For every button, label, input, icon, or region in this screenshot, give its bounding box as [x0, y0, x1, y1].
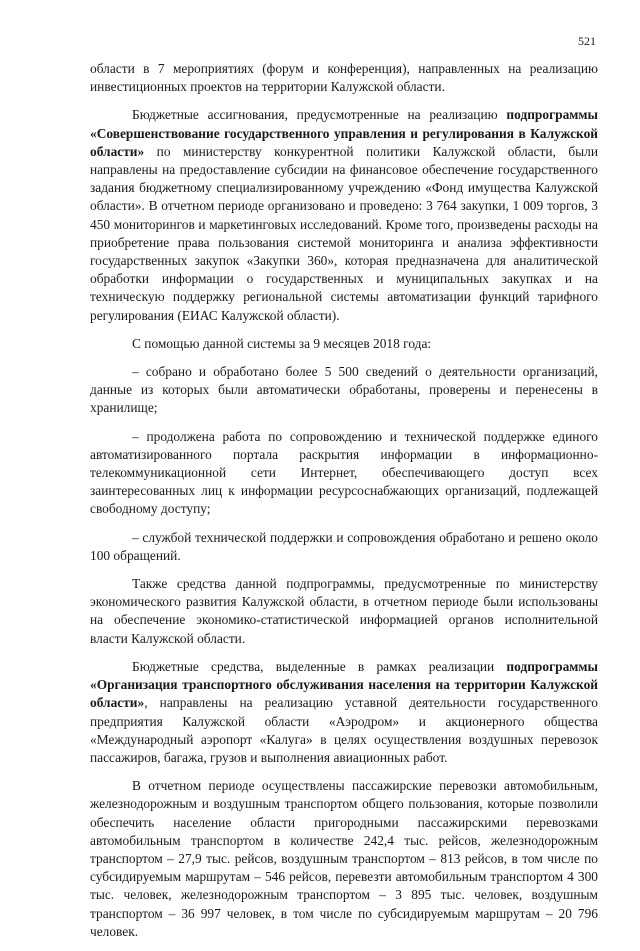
text-run: – продолжена работа по сопровождению и технической поддержке единого автоматизированного портала раскрытия информации в информационно-телекоммуникационной сети Интернет, обеспечивающего доступ всех заинтересованных лиц к информации ресурсоснабжающих организаций, подлежащей свободному доступу;: [90, 428, 598, 517]
list-item: [90, 529, 598, 565]
subprogram-title: подпрограммы «Совершенствование государственного управления и регулирования в Калужской области»: [90, 107, 598, 159]
subprogram-title: подпрограммы «Организация транспортного обслуживания населения на территории Калужской области»: [90, 658, 598, 711]
document-body: [90, 60, 598, 951]
text-run: по министерству конкурентной политики Калужской области, были направлены на предоставление субсидии на финансовое обеспечение государственного задания бюджетному специализированному учреждению «Фонд имущества Калужской области». В отчетном периоде организовано и проведено: 3 764 закупки, 1 009 торгов, 3 450 мониторингов и маркетинговых исследований. Кроме того, произведены расходы на приобретение права пользования системой мониторинга и анализа эффективности государственных закупок «Закупки 360», которая предназначена для аналитической обработки информации о государственных и муниципальных закупках и на техническую поддержку региональной системы автоматизации функций тарифного регулирования (ЕИАС Калужской области).: [90, 143, 598, 323]
text-run: Бюджетные средства, выделенные в рамках реализации: [132, 658, 507, 674]
list-item: [90, 428, 598, 519]
paragraph: [90, 658, 598, 767]
paragraph: [90, 575, 598, 648]
paragraph: [90, 60, 598, 96]
text-run: С помощью данной системы за 9 месяцев 2018 года:: [132, 335, 432, 351]
text-run: – собрано и обработано более 5 500 сведений о деятельности организаций, данные из которых были автоматически обработаны, проверены и перенесены в хранилище;: [90, 364, 598, 416]
text-run: , направлены на реализацию уставной деятельности государственного предприятия Калужской области «Аэродром» и акционерного общества «Международный аэропорт «Калуга» в целях осуществления воздушных перевозок пассажиров, багажа, грузов и выполнения авиационных работ.: [90, 695, 598, 765]
text-run: В отчетном периоде осуществлены пассажирские перевозки автомобильным, железнодорожным и воздушным транспортом общего пользования, которые позволили обеспечить население области пригородными пассажирскими перевозками автомобильным транспортом в количестве 242,4 тыс. рейсов, железнодорожным транспортом – 27,9 тыс. рейсов, воздушным транспортом – 813 рейсов, в том числе по субсидируемым маршрутам – 546 рейсов, перевезти автомобильным транспортом 4 300 тыс. человек, железнодорожным транспортом – 3 895 тыс. человек, воздушным транспортом – 36 997 человек, в том числе по субсидируемым маршрутам – 20 796 человек.: [90, 778, 598, 939]
text-run: Также средства данной подпрограммы, предусмотренные по министерству экономического развития Калужской области, в отчетном периоде были использованы на обеспечение экономико-статистической информацией органов исполнительной власти Калужской области.: [90, 576, 598, 646]
text-run: области в 7 мероприятиях (форум и конференция), направленных на реализацию инвестиционных проектов на территории Калужской области.: [90, 61, 598, 95]
text-run: Бюджетные ассигнования, предусмотренные на реализацию: [132, 107, 507, 123]
paragraph: [90, 106, 598, 324]
text-run: – службой технической поддержки и сопровождения обработано и решено около 100 обращений.: [90, 529, 598, 563]
list-item: [90, 363, 598, 418]
paragraph: [90, 777, 598, 941]
page-number: 521: [578, 34, 596, 48]
paragraph: [90, 335, 598, 353]
